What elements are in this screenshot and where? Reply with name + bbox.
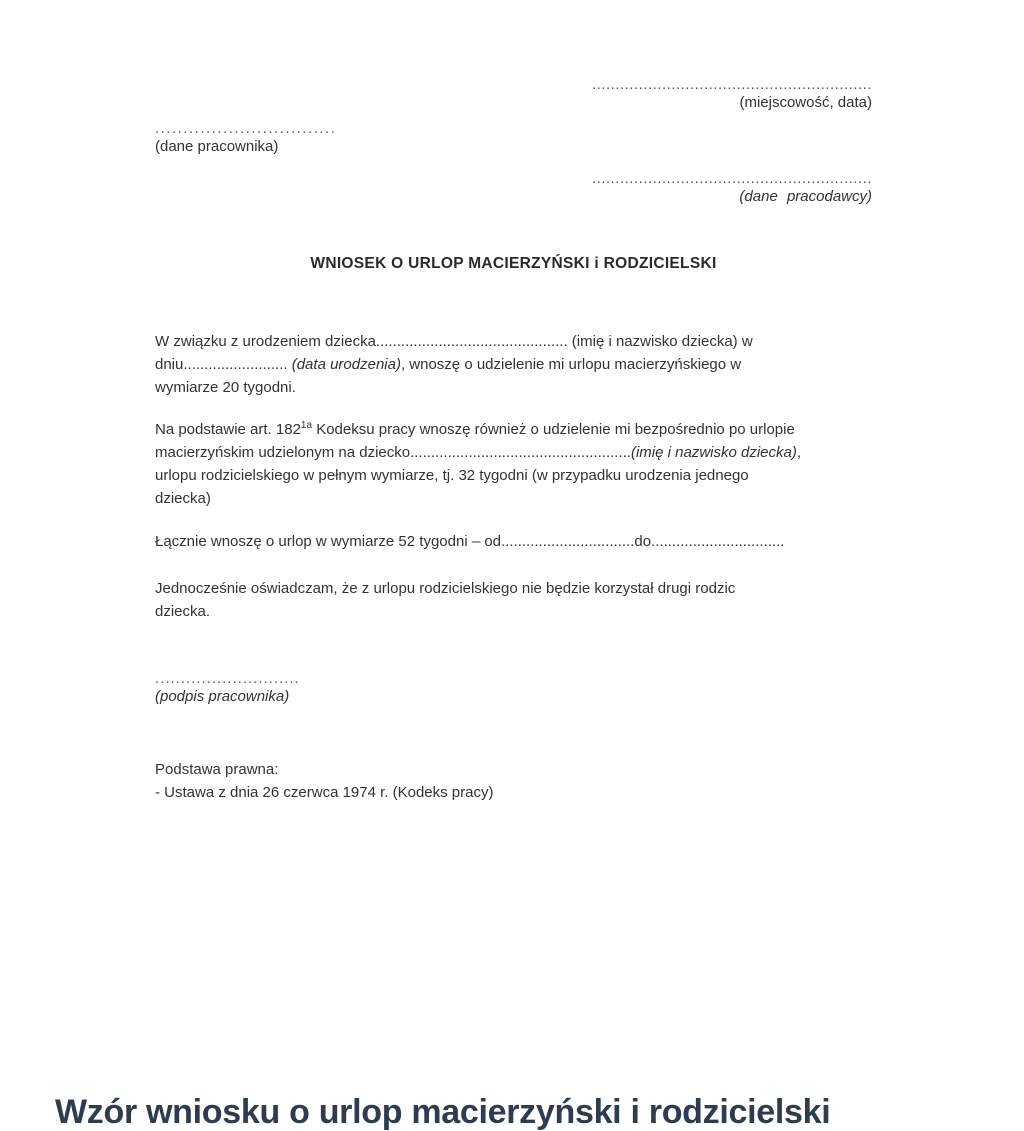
paragraph-total-leave: Łącznie wnoszę o urlop w wymiarze 52 tygodni – od................................do................................ bbox=[155, 533, 785, 550]
employee-block bbox=[155, 122, 872, 158]
employer-label: (dane pracodawcy) bbox=[739, 188, 872, 205]
signature-label: (podpis pracownika) bbox=[155, 688, 290, 705]
employer-dotted-line: ............................................................ bbox=[591, 170, 872, 187]
document-title: WNIOSEK O URLOP MACIERZYŃSKI i RODZICIELSKI bbox=[310, 255, 717, 272]
place-date-label: (miejscowość, data) bbox=[739, 94, 872, 111]
signature-block bbox=[155, 672, 872, 708]
paragraph-maternity-request: W związku z urodzeniem dziecka.............................................. (imię i nazwisko dziecka) w dniu......................... (data urodzenia), wnoszę o udzielenie mi urlopu macierzyńskiego w wymiarze 20 tygodni. bbox=[155, 333, 753, 396]
page-caption-title: Wzór wniosku o urlop macierzyński i rodzicielski bbox=[55, 1093, 831, 1131]
paragraph-declaration: Jednocześnie oświadczam, że z urlopu rodzicielskiego nie będzie korzystał drugi rodzic dziecka. bbox=[155, 580, 736, 620]
paragraph-parental-request: Na podstawie art. $182^{1a}$ Kodeksu pracy wnoszę również o udzielenie mi bezpośrednio po urlopie macierzyńskim udzielonym na dziecko.....................................................(imię i nazwisko dziecka), urlopu rodzicielskiego w pełnym wymiarze, tj. 32 tygodni (w przypadku urodzenia jednego dziecka) bbox=[155, 420, 802, 507]
place-date-dotted-line: ............................................................ bbox=[591, 76, 872, 93]
signature-dotted-line: ............................ bbox=[155, 670, 300, 687]
legal-basis-block: Podstawa prawna: - Ustawa z dnia 26 czerwca 1974 r. (Kodeks pracy) bbox=[155, 761, 494, 801]
employee-label: (dane pracownika) bbox=[155, 138, 279, 155]
employer-block bbox=[155, 172, 872, 208]
employee-dotted-line: ................................ bbox=[155, 120, 337, 137]
place-date-block bbox=[155, 78, 872, 114]
